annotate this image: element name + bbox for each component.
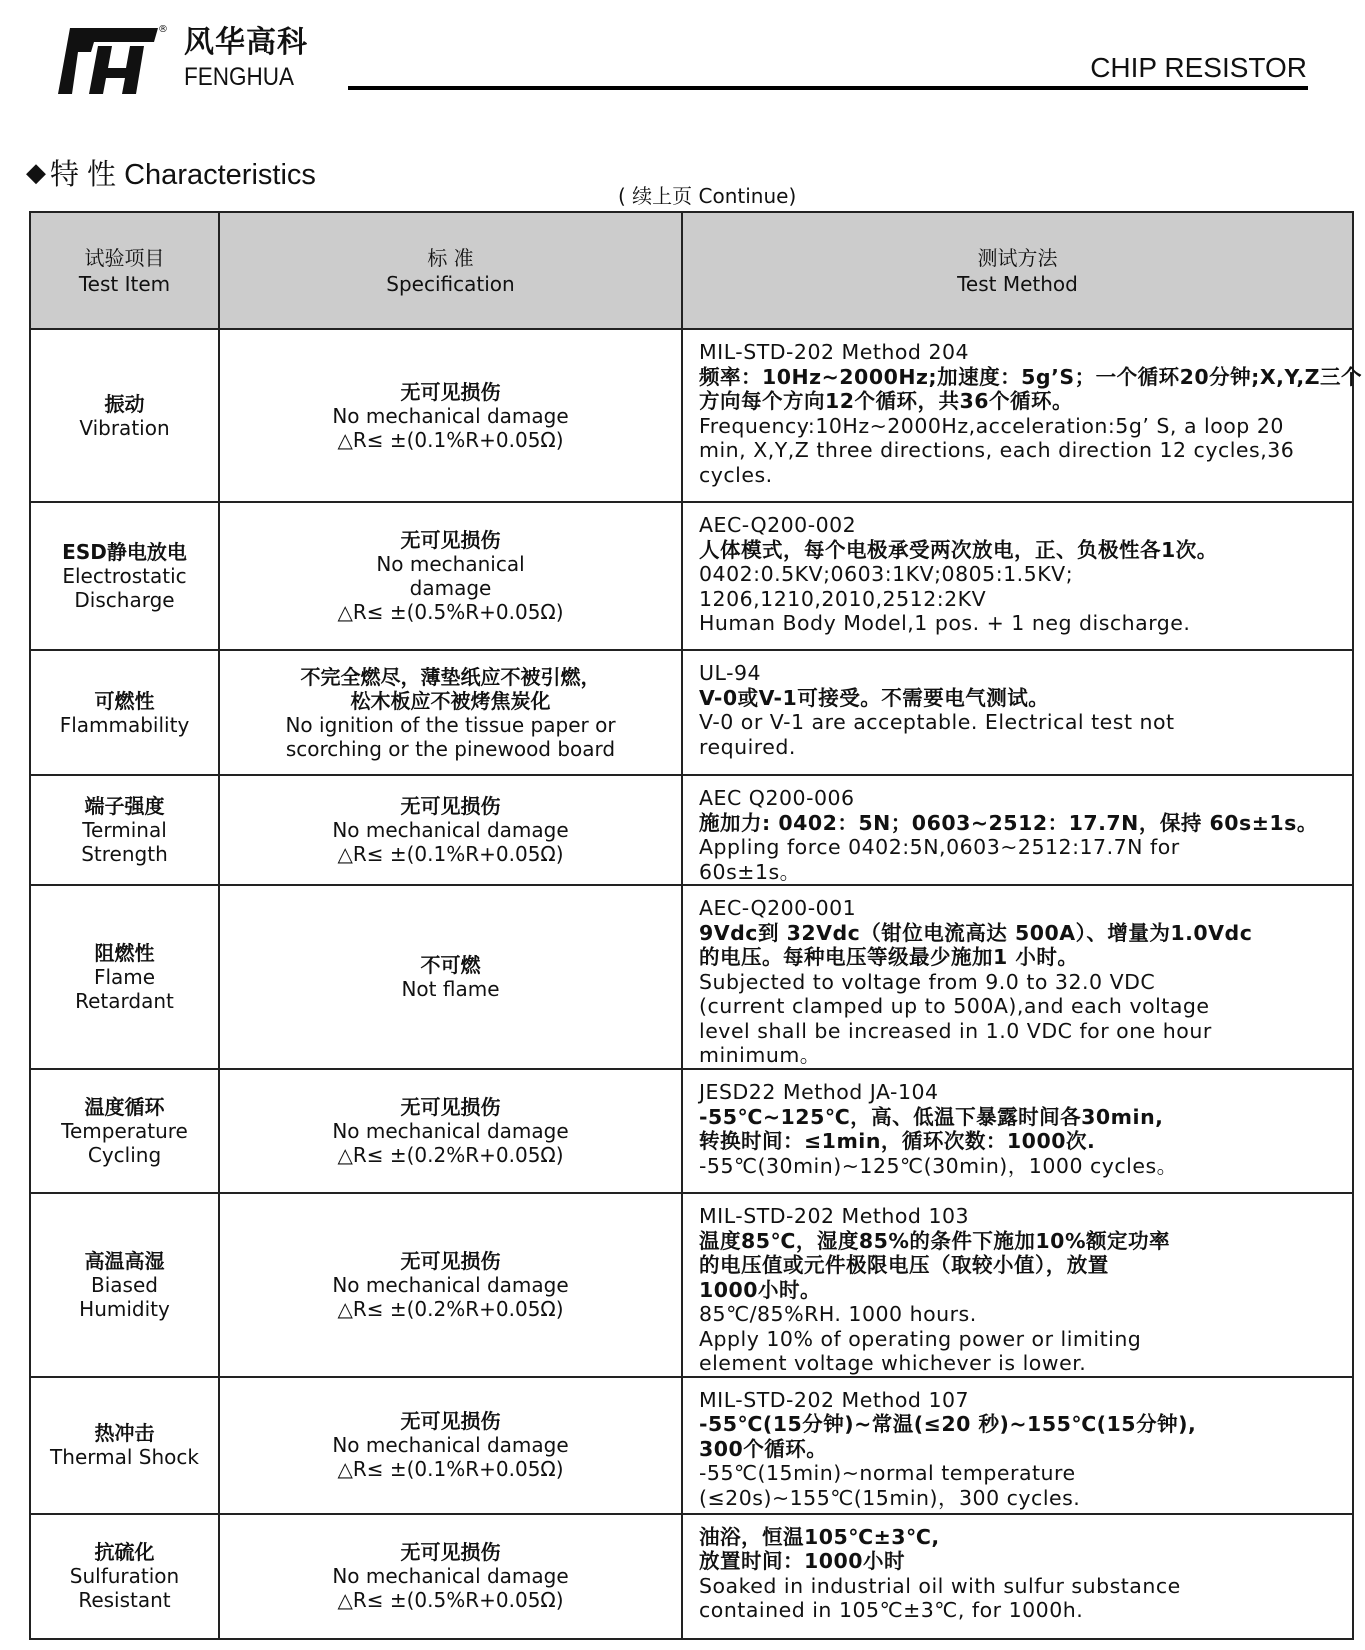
test-method-line: -55℃~125℃，高、低温下暴露时间各30min,: [699, 1104, 1164, 1129]
test-item-line: Biased: [91, 1272, 158, 1297]
specification-line: Not flame: [401, 977, 500, 1001]
test-method-line: cycles.: [699, 462, 773, 487]
test-method-cell: [682, 775, 1353, 885]
test-item-line: Cycling: [87, 1143, 162, 1167]
section-title: 特 性 Characteristics: [50, 159, 316, 191]
specification-line: No ignition of the tissue paper or: [285, 712, 616, 737]
test-item-cell: [30, 1069, 219, 1193]
specification-cell: [219, 885, 682, 1069]
test-item-line: Vibration: [79, 415, 170, 440]
test-item-line: Flame: [93, 965, 156, 989]
table-row: [30, 1069, 1353, 1193]
test-method-cell: [682, 1193, 1353, 1377]
test-item-cell: [30, 1193, 219, 1377]
test-method-line: (≤20s)~155℃(15min)，300 cycles.: [699, 1485, 1081, 1510]
section-heading: [26, 152, 316, 193]
test-item-line: 抗硫化: [94, 1540, 155, 1564]
fenghua-logo-mark-icon: [58, 28, 158, 94]
header-test-method: 测试方法 Test Method: [682, 212, 1353, 329]
specification-line: No mechanical damage: [332, 1272, 569, 1297]
test-item-line: Electrostatic: [62, 564, 187, 588]
specification-line: 无可见损伤: [400, 1248, 501, 1273]
test-method-line: 1206,1210,2010,2512:2KV: [699, 586, 987, 611]
test-item-line: 可燃性: [94, 688, 155, 713]
test-method-line: minimum。: [699, 1043, 821, 1067]
test-item-cell: [30, 502, 219, 650]
test-method-line: -55℃(30min)~125℃(30min)，1000 cycles。: [699, 1153, 1178, 1178]
continue-note: ( 续上页 Continue): [618, 184, 797, 208]
test-method-line: AEC Q200-006: [699, 786, 855, 810]
test-method-line: 放置时间：1000小时: [699, 1549, 906, 1573]
specification-line: 无可见损伤: [400, 794, 501, 818]
specification-line: 无可见损伤: [400, 528, 501, 552]
table-row: [30, 502, 1353, 650]
test-item-cell: [30, 329, 219, 502]
test-method-line: Apply 10% of operating power or limiting: [699, 1326, 1142, 1351]
specification-cell: [219, 1193, 682, 1377]
test-method-line: 方向每个方向12个循环，共36个循环。: [699, 389, 1074, 413]
specification-cell: [219, 329, 682, 502]
test-method-line: -55℃(15分钟)~常温(≤20 秒)~155℃(15分钟),: [699, 1412, 1197, 1436]
test-method-line: MIL-STD-202 Method 103: [699, 1204, 970, 1228]
table-row: [30, 650, 1353, 775]
specification-cell: [219, 1069, 682, 1193]
test-method-line: Human Body Model,1 pos. + 1 neg discharge.: [699, 611, 1191, 635]
specification-line: No mechanical damage: [332, 1433, 569, 1457]
specification-line: 无可见损伤: [400, 1095, 501, 1119]
header-rule: [348, 86, 1308, 90]
characteristics-table: [29, 211, 1363, 1640]
test-method-line: MIL-STD-202 Method 204: [699, 340, 970, 364]
test-method-cell: [682, 1377, 1353, 1514]
specification-line: △R≤ ±(0.2%R+0.05Ω): [337, 1296, 564, 1321]
test-method-line: (current clamped up to 500A),and each voltage: [699, 994, 1210, 1018]
test-item-cell: [30, 885, 219, 1069]
specification-cell: [219, 1514, 682, 1639]
test-method-line: JESD22 Method JA-104: [699, 1080, 939, 1104]
test-item-line: Retardant: [75, 989, 174, 1013]
test-method-line: min, X,Y,Z three directions, each direction 12 cycles,36: [699, 438, 1295, 462]
table-row: [30, 885, 1353, 1069]
specification-line: No mechanical damage: [332, 1119, 569, 1143]
specification-line: △R≤ ±(0.1%R+0.05Ω): [337, 1457, 564, 1481]
test-item-cell: [30, 650, 219, 775]
table-row: [30, 1377, 1353, 1514]
header-specification: 标 准 Specification: [219, 212, 682, 329]
test-method-cell: [682, 650, 1353, 775]
test-method-line: Appling force 0402:5N,0603~2512:17.7N for: [699, 835, 1180, 859]
test-method-line: 人体模式，每个电极承受两次放电，正、负极性各1次。: [699, 537, 1218, 562]
table-row: [30, 1193, 1353, 1377]
test-method-line: V-0或V-1可接受。不需要电气测试。: [699, 685, 1050, 710]
specification-line: 不完全燃尽，薄垫纸应不被引燃，: [300, 664, 601, 689]
test-method-line: 9Vdc到 32Vdc（钳位电流高达 500A）、增量为1.0Vdc: [699, 920, 1253, 945]
test-method-line: 60s±1s。: [699, 859, 801, 884]
specification-line: No mechanical damage: [332, 403, 569, 428]
specification-line: △R≤ ±(0.1%R+0.05Ω): [337, 427, 564, 452]
table-header-row: [30, 212, 1353, 329]
registered-mark: ®: [158, 24, 168, 35]
test-method-line: 转换时间：≤1min，循环次数：1000次.: [699, 1129, 1096, 1153]
test-method-line: 1000小时。: [699, 1277, 822, 1302]
specification-line: damage: [409, 576, 492, 600]
specification-line: △R≤ ±(0.2%R+0.05Ω): [337, 1143, 564, 1167]
specification-line: △R≤ ±(0.1%R+0.05Ω): [337, 842, 564, 866]
test-method-line: level shall be increased in 1.0 VDC for one hour: [699, 1018, 1212, 1043]
specification-line: △R≤ ±(0.5%R+0.05Ω): [337, 600, 564, 624]
test-method-line: V-0 or V-1 are acceptable. Electrical test not: [699, 710, 1175, 734]
test-item-line: Humidity: [79, 1296, 170, 1321]
logo-chinese-name: 风华高科: [184, 25, 308, 60]
test-method-line: Frequency:10Hz~2000Hz,acceleration:5g’ S, a loop 20: [699, 413, 1284, 438]
test-item-line: Flammability: [59, 712, 190, 737]
test-item-line: Temperature: [61, 1119, 188, 1143]
specification-line: 松木板应不被烤焦炭化: [350, 688, 551, 713]
fenghua-logo: [58, 24, 338, 96]
test-method-line: 85℃/85%RH. 1000 hours.: [699, 1302, 977, 1326]
test-item-cell: [30, 1377, 219, 1514]
test-method-cell: [682, 329, 1363, 502]
test-method-cell: [682, 502, 1353, 650]
test-item-line: 温度循环: [84, 1095, 165, 1119]
test-item-line: Sulfuration: [69, 1564, 180, 1588]
test-method-line: Subjected to voltage from 9.0 to 32.0 VDC: [699, 969, 1156, 994]
specification-line: 无可见损伤: [400, 379, 501, 404]
test-item-line: Resistant: [78, 1588, 171, 1612]
table-row: [30, 329, 1353, 502]
test-item-line: 热冲击: [94, 1421, 155, 1445]
test-method-line: -55℃(15min)~normal temperature: [699, 1461, 1076, 1485]
test-item-line: 阻燃性: [94, 941, 155, 965]
test-item-cell: [30, 1514, 219, 1639]
table-row: [30, 775, 1353, 885]
test-method-line: Soaked in industrial oil with sulfur substance: [699, 1573, 1181, 1598]
test-item-line: 高温高湿: [84, 1248, 165, 1273]
test-item-line: 端子强度: [84, 794, 165, 818]
specification-cell: [219, 502, 682, 650]
test-method-cell: [682, 1514, 1353, 1639]
test-method-line: 施加力: 0402：5N；0603~2512：17.7N，保持 60s±1s。: [699, 810, 1318, 835]
test-method-line: 油浴，恒温105℃±3℃,: [699, 1524, 940, 1549]
specification-line: No mechanical damage: [332, 818, 569, 842]
table-row: [30, 1514, 1353, 1639]
test-method-line: 的电压值或元件极限电压（取较小值），放置: [699, 1253, 1109, 1277]
specification-line: 无可见损伤: [400, 1540, 501, 1564]
test-item-line: 振动: [104, 391, 145, 416]
specification-cell: [219, 650, 682, 775]
test-method-line: 0402:0.5KV;0603:1KV;0805:1.5KV;: [699, 562, 1074, 586]
test-item-line: Discharge: [74, 588, 175, 612]
header-test-item: 试验项目 Test Item: [30, 212, 219, 329]
test-method-line: required.: [699, 734, 796, 759]
test-method-cell: [682, 1069, 1353, 1193]
specification-cell: [219, 1377, 682, 1514]
test-method-line: AEC-Q200-002: [699, 513, 857, 537]
test-method-line: contained in 105℃±3℃, for 1000h.: [699, 1598, 1084, 1622]
test-method-line: 的电压。每种电压等级最少施加1 小时。: [699, 945, 1079, 969]
test-item-cell: [30, 775, 219, 885]
logo-english-name: FENGHUA: [184, 63, 295, 91]
test-method-line: 温度85℃，湿度85%的条件下施加10%额定功率: [699, 1228, 1170, 1253]
specification-line: 无可见损伤: [400, 1409, 501, 1433]
test-item-line: Terminal: [82, 818, 167, 842]
test-item-line: ESD静电放电: [62, 540, 187, 564]
test-method-cell: [682, 885, 1353, 1069]
specification-cell: [219, 775, 682, 885]
specification-line: No mechanical damage: [332, 1564, 569, 1588]
test-method-line: MIL-STD-202 Method 107: [699, 1387, 970, 1412]
document-title: CHIP RESISTOR: [1090, 52, 1307, 83]
test-method-line: AEC-Q200-001: [699, 896, 857, 920]
specification-line: 不可燃: [420, 953, 481, 977]
specification-line: No mechanical: [376, 552, 525, 576]
test-method-line: 频率：10Hz~2000Hz;加速度：5g’S；一个循环20分钟;X,Y,Z三个: [699, 364, 1363, 389]
test-item-line: Strength: [81, 842, 168, 866]
test-method-line: 300个循环。: [699, 1436, 828, 1461]
specification-line: scorching or the pinewood board: [285, 736, 616, 761]
test-method-line: element voltage whichever is lower.: [699, 1351, 1087, 1375]
diamond-bullet-icon: ◆: [26, 157, 46, 187]
test-item-line: Thermal Shock: [50, 1445, 199, 1469]
test-method-line: UL-94: [699, 661, 762, 685]
specification-line: △R≤ ±(0.5%R+0.05Ω): [337, 1588, 564, 1612]
